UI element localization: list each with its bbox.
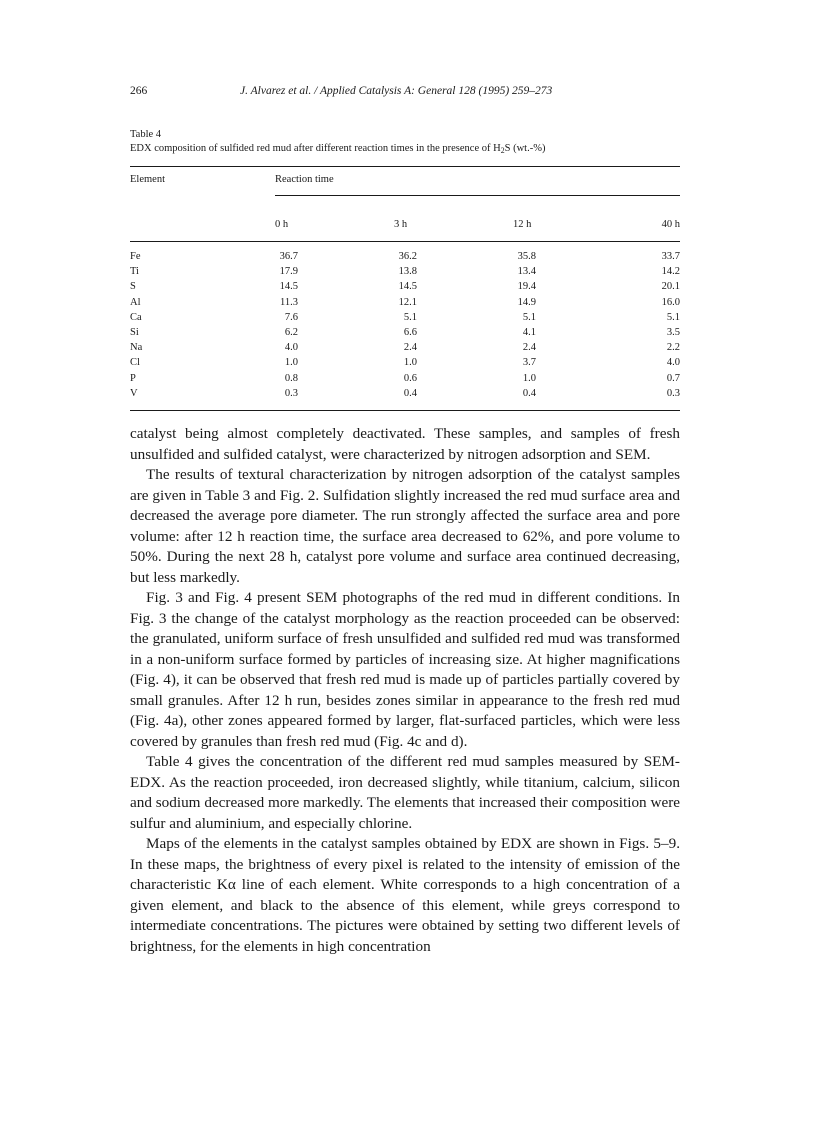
value-cell: 14.5: [398, 281, 417, 293]
value-cell: 6.6: [403, 327, 417, 338]
element-cell: Ti: [130, 266, 139, 278]
value-cell: 13.4: [517, 266, 536, 278]
value-cell: 0.3: [666, 387, 680, 399]
value-cell: 4.1: [522, 327, 536, 338]
value-cell: 19.4: [517, 281, 536, 293]
value-cell: 11.3: [280, 296, 298, 308]
element-cell: Fe: [130, 251, 141, 262]
table-title-main: EDX composition of sulfided red mud after different reaction times in the presence of H: [130, 142, 501, 154]
value-cell: 14.5: [279, 281, 298, 293]
value-cell: 1.0: [522, 372, 536, 384]
table-title-units: S (wt.-%): [504, 142, 546, 154]
value-cell: 20.1: [661, 281, 680, 293]
column-header: 0 h: [275, 219, 289, 230]
value-cell: 4.0: [284, 342, 298, 354]
element-cell: Si: [130, 327, 139, 338]
column-header: 40 h: [661, 219, 680, 230]
element-cell: S: [130, 281, 136, 293]
table-title-subscript: 2: [500, 145, 505, 155]
value-cell: 0.8: [284, 372, 298, 384]
value-cell: 2.4: [403, 342, 417, 354]
body-text: [130, 424, 680, 957]
value-cell: 16.0: [661, 296, 680, 308]
column-header: 3 h: [394, 219, 408, 230]
value-cell: 2.2: [666, 342, 680, 354]
table-title: [130, 142, 680, 156]
value-cell: 6.2: [284, 327, 298, 338]
element-column-header: Element: [130, 174, 165, 185]
element-cell: Ca: [130, 311, 142, 323]
value-cell: 3.7: [522, 357, 536, 369]
table-top-rule: [130, 166, 680, 167]
value-cell: 14.9: [517, 296, 536, 308]
paragraph: catalyst being almost completely deactivated. These samples, and samples of fresh unsulfided and sulfided catalyst, were characterized by nitrogen adsorption and SEM.: [130, 425, 680, 463]
value-cell: 12.1: [398, 296, 417, 308]
paragraph: Fig. 3 and Fig. 4 present SEM photographs of the red mud in different conditions. In Fig. 3 the change of the catalyst morphology as the reaction proceeded can be observed: the granulated, uniform surface of fresh unsulfided and sulfided red mud was transformed in a non-uniform surface formed by particles of increasing size. At higher magnifications (Fig. 4), it can be observed that fresh red mud is made up of particles partially covered by small granules. After 12 h run, besides zones similar in appearance to the fresh red mud (Fig. 4a), other zones appeared formed by larger, flat-surfaced particles, which were less covered by granules than fresh red mud (Fig. 4c and d).: [130, 589, 680, 750]
value-cell: 14.2: [661, 266, 680, 278]
table-label: Table 4: [130, 129, 162, 140]
element-cell: P: [130, 372, 136, 384]
table-caption: [130, 128, 680, 155]
element-cell: Na: [130, 342, 143, 354]
value-cell: 1.0: [403, 357, 417, 369]
value-cell: 1.0: [284, 357, 298, 369]
value-cell: 5.1: [522, 311, 536, 323]
journal-reference: J. Alvarez et al. / Applied Catalysis A: General 128 (1995) 259–273: [240, 85, 553, 97]
value-cell: 4.0: [666, 357, 680, 369]
value-cell: 0.3: [284, 387, 298, 399]
value-cell: 17.9: [279, 266, 298, 278]
value-cell: 0.4: [522, 387, 536, 399]
element-cell: Al: [130, 296, 141, 308]
value-cell: 13.8: [398, 266, 417, 278]
page-number: 266: [130, 85, 148, 97]
value-cell: 36.2: [398, 251, 417, 262]
paragraph: Maps of the elements in the catalyst samples obtained by EDX are shown in Figs. 5–9. In these maps, the brightness of every pixel is related to the intensity of emission of the characteristic Kα line of each element. White corresponds to a high concentration of a given element, and black to the absence of this element, while greys correspond to intermediate concentrations. The pictures were obtained by setting two different levels of brightness, for the elements in high concentration: [130, 835, 680, 955]
table-bottom-rule: [130, 410, 680, 411]
value-cell: 2.4: [522, 342, 536, 354]
value-cell: 0.4: [403, 387, 417, 399]
reaction-time-header: Reaction time: [275, 174, 334, 185]
paragraph: The results of textural characterization by nitrogen adsorption of the catalyst samples are given in Table 3 and Fig. 2. Sulfidation slightly increased the red mud surface area and decreased the average pore diameter. The run strongly affected the surface area and pore volume: after 12 h reaction time, the surface area decreased to 62%, and pore volume to 50%. During the next 28 h, catalyst pore volume and surface area continued decreasing, but less markedly.: [130, 466, 680, 586]
value-cell: 3.5: [666, 327, 680, 338]
value-cell: 7.6: [284, 311, 298, 323]
value-cell: 5.1: [666, 311, 680, 323]
value-cell: 0.7: [666, 372, 680, 384]
value-cell: 0.6: [403, 372, 417, 384]
element-cell: V: [130, 387, 138, 399]
paragraph: Table 4 gives the concentration of the different red mud samples measured by SEM-EDX. As the reaction proceeded, iron decreased slightly, while titanium, calcium, silicon and sodium decreased more markedly. The elements that increased their composition were sulfur and aluminium, and especially chlorine.: [130, 753, 680, 832]
value-cell: 5.1: [403, 311, 417, 323]
table-header-rule: [130, 241, 680, 242]
column-header: 12 h: [513, 219, 532, 230]
value-cell: 35.8: [517, 251, 536, 262]
value-cell: 36.7: [279, 251, 298, 262]
value-cell: 33.7: [661, 251, 680, 262]
element-cell: Cl: [130, 357, 140, 369]
reaction-time-rule: [275, 195, 680, 196]
